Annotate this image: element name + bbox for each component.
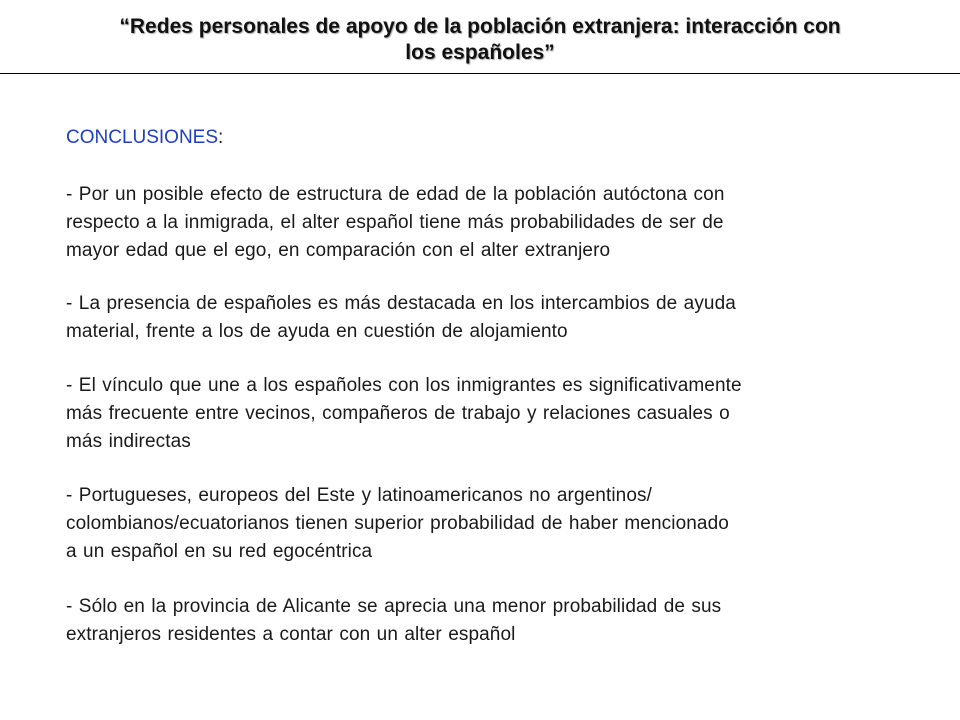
bullet-line: colombianos/ecuatorianos tienen superior probabilidad de haber mencionado (66, 513, 729, 534)
slide-title-line-1: “Redes personales de apoyo de la población extranjera: interacción con (119, 15, 841, 38)
slide-title-line-2: los españoles” (405, 41, 555, 64)
conclusion-bullet-2 (66, 290, 906, 346)
section-heading (66, 127, 223, 149)
bullet-line: - Sólo en la provincia de Alicante se aprecia una menor probabilidad de sus (66, 596, 722, 617)
title-divider (0, 73, 960, 74)
bullet-line: - Portugueses, europeos del Este y latinoamericanos no argentinos/ (66, 485, 652, 506)
bullet-line: a un español en su red egocéntrica (66, 541, 373, 562)
section-heading-colon: : (218, 127, 224, 148)
bullet-line: mayor edad que el ego, en comparación con el alter extranjero (66, 240, 611, 261)
conclusion-bullet-1 (66, 181, 906, 265)
bullet-line: más indirectas (66, 431, 191, 452)
bullet-line: - La presencia de españoles es más destacada en los intercambios de ayuda (66, 293, 736, 314)
bullet-line: respecto a la inmigrada, el alter español tiene más probabilidades de ser de (66, 212, 724, 233)
bullet-line: - El vínculo que une a los españoles con los inmigrantes es significativamente (66, 375, 742, 396)
conclusion-bullet-5 (66, 593, 906, 649)
conclusion-bullet-3 (66, 372, 906, 456)
bullet-line: extranjeros residentes a contar con un alter español (66, 624, 516, 645)
bullet-line: - Por un posible efecto de estructura de edad de la población autóctona con (66, 184, 725, 205)
conclusion-bullet-4 (66, 482, 906, 566)
section-heading-text: CONCLUSIONES (66, 127, 219, 148)
bullet-line: más frecuente entre vecinos, compañeros de trabajo y relaciones casuales o (66, 403, 730, 424)
slide-title (0, 14, 960, 66)
bullet-line: material, frente a los de ayuda en cuestión de alojamiento (66, 321, 568, 342)
